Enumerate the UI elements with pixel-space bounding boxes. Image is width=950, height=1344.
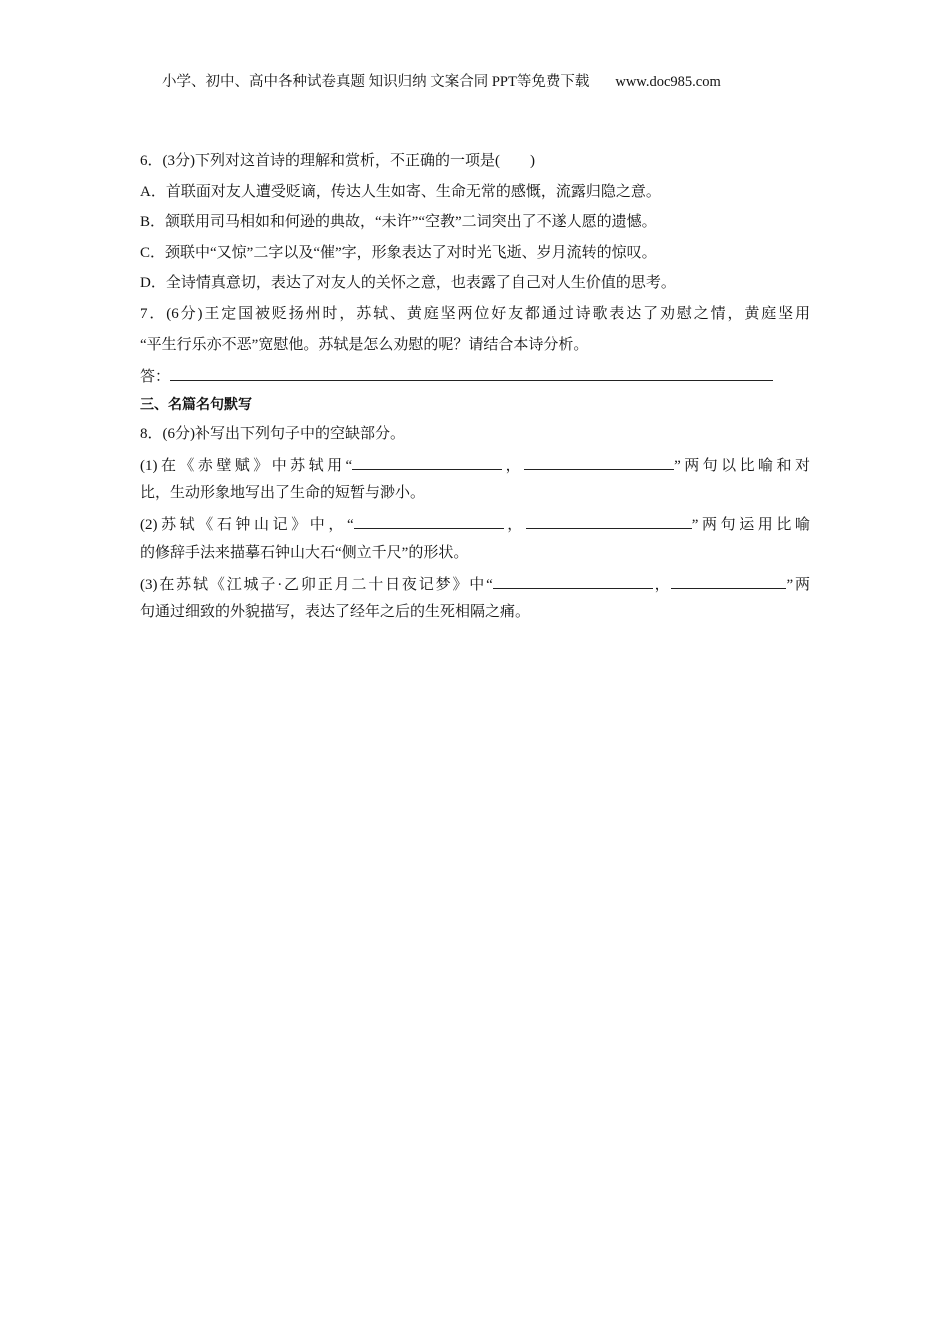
q6-option-a: A．首联面对友人遭受贬谪，传达人生如寄、生命无常的感慨，流露归隐之意。 [140, 184, 661, 200]
header-url: www.doc985.com [615, 74, 721, 90]
comma: ， [503, 517, 526, 533]
q8-p3-blank-1[interactable] [493, 573, 653, 589]
answer-label: 答： [140, 369, 171, 385]
q8-stem: 8．(6分)补写出下列句子中的空缺部分。 [140, 426, 405, 442]
comma: ， [502, 458, 525, 474]
q6-option-b: B．颔联用司马相如和何逊的典故，“未许”“空教”二词突出了不遂人愿的遗憾。 [140, 214, 657, 230]
comma: ， [652, 577, 672, 593]
page-header [162, 70, 721, 91]
q8-p3-blank-2[interactable] [671, 573, 786, 589]
q8-p1-line1 [140, 454, 810, 476]
q8-p1-text-a: (1)在《赤壁赋》中苏轼用“ [140, 458, 353, 474]
q7-answer [140, 365, 773, 387]
q7-line1: 7．(6分)王定国被贬扬州时，苏轼、黄庭坚两位好友都通过诗歌表达了劝慰之情，黄庭坚用 [140, 306, 810, 322]
q8-p2-line2: 的修辞手法来描摹石钟山大石“侧立千尺”的形状。 [140, 545, 469, 561]
q8-p2-line1 [140, 513, 810, 535]
q8-p1-blank-2[interactable] [524, 454, 674, 470]
q8-p3-line1 [140, 573, 810, 595]
q8-p1-line2: 比，生动形象地写出了生命的短暂与渺小。 [140, 485, 426, 501]
section-title: 三、名篇名句默写 [140, 397, 252, 413]
q8-p3-text-a: (3)在苏轼《江城子·乙卯正月二十日夜记梦》中“ [140, 577, 493, 593]
q7-line2: “平生行乐亦不恶”宽慰他。苏轼是怎么劝慰的呢？请结合本诗分析。 [140, 337, 589, 353]
q8-p2-blank-2[interactable] [526, 513, 692, 529]
q8-p1-text-b: ”两句以比喻和对 [674, 458, 810, 474]
q8-p2-text-b: ”两句运用比喻 [691, 517, 810, 533]
q8-p2-text-a: (2)苏轼《石钟山记》中，“ [140, 517, 354, 533]
q8-p2-blank-1[interactable] [354, 513, 504, 529]
q8-p3-line2: 句通过细致的外貌描写，表达了经年之后的生死相隔之痛。 [140, 604, 531, 620]
answer-blank[interactable] [170, 365, 773, 381]
header-text: 小学、初中、高中各种试卷真题 知识归纳 文案合同 PPT等免费下载 [162, 74, 590, 90]
q8-p3-text-b: ”两 [786, 577, 810, 593]
q8-p1-blank-1[interactable] [352, 454, 502, 470]
q6-stem: 6．(3分)下列对这首诗的理解和赏析，不正确的一项是( ) [140, 153, 535, 169]
q6-option-d: D．全诗情真意切，表达了对友人的关怀之意，也表露了自己对人生价值的思考。 [140, 275, 676, 291]
q6-option-c: C．颈联中“又惊”二字以及“催”字，形象表达了对时光飞逝、岁月流转的惊叹。 [140, 245, 657, 261]
